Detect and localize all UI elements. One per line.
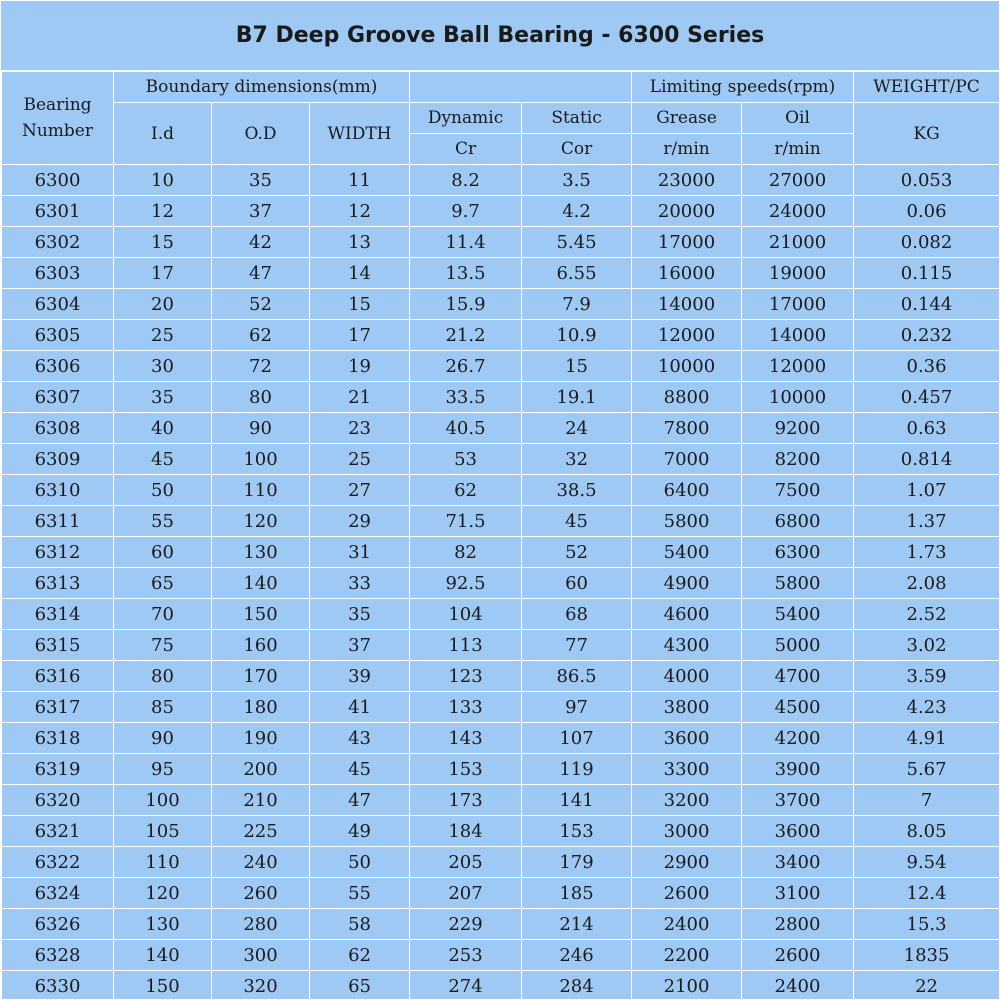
cell-oil-speed: 10000	[742, 382, 854, 413]
cell-dynamic-load: 21.2	[410, 320, 522, 351]
cell-weight: 1.37	[854, 506, 1000, 537]
cell-bearing-number: 6324	[2, 878, 114, 909]
cell-oil-speed: 2400	[742, 971, 854, 1000]
cell-width: 55	[310, 878, 410, 909]
cell-dynamic-load: 104	[410, 599, 522, 630]
cell-width: 47	[310, 785, 410, 816]
cell-bearing-number: 6310	[2, 475, 114, 506]
cell-static-load: 4.2	[522, 196, 632, 227]
cell-width: 43	[310, 723, 410, 754]
cell-weight: 12.4	[854, 878, 1000, 909]
table-row	[2, 630, 1000, 661]
table-row	[2, 754, 1000, 785]
cell-grease-speed: 2900	[632, 847, 742, 878]
cell-grease-speed: 12000	[632, 320, 742, 351]
header-dynamic: Dynamic	[410, 103, 522, 134]
cell-outer-diameter: 190	[212, 723, 310, 754]
cell-dynamic-load: 92.5	[410, 568, 522, 599]
cell-weight: 5.67	[854, 754, 1000, 785]
cell-outer-diameter: 180	[212, 692, 310, 723]
cell-inner-diameter: 10	[114, 165, 212, 196]
cell-bearing-number: 6308	[2, 413, 114, 444]
cell-dynamic-load: 205	[410, 847, 522, 878]
cell-dynamic-load: 173	[410, 785, 522, 816]
cell-static-load: 284	[522, 971, 632, 1000]
cell-grease-speed: 3000	[632, 816, 742, 847]
cell-weight: 4.91	[854, 723, 1000, 754]
cell-static-load: 107	[522, 723, 632, 754]
cell-bearing-number: 6312	[2, 537, 114, 568]
cell-width: 45	[310, 754, 410, 785]
cell-weight: 1.73	[854, 537, 1000, 568]
cell-bearing-number: 6317	[2, 692, 114, 723]
header-grease-unit: r/min	[632, 134, 742, 165]
cell-static-load: 45	[522, 506, 632, 537]
cell-inner-diameter: 30	[114, 351, 212, 382]
cell-static-load: 86.5	[522, 661, 632, 692]
table-row	[2, 661, 1000, 692]
cell-width: 35	[310, 599, 410, 630]
table-row	[2, 289, 1000, 320]
header-id: I.d	[114, 103, 212, 165]
cell-static-load: 119	[522, 754, 632, 785]
cell-inner-diameter: 95	[114, 754, 212, 785]
cell-dynamic-load: 143	[410, 723, 522, 754]
cell-oil-speed: 5000	[742, 630, 854, 661]
cell-grease-speed: 3800	[632, 692, 742, 723]
cell-inner-diameter: 85	[114, 692, 212, 723]
cell-weight: 0.082	[854, 227, 1000, 258]
cell-width: 19	[310, 351, 410, 382]
cell-static-load: 32	[522, 444, 632, 475]
cell-width: 41	[310, 692, 410, 723]
cell-grease-speed: 14000	[632, 289, 742, 320]
cell-oil-speed: 17000	[742, 289, 854, 320]
cell-dynamic-load: 71.5	[410, 506, 522, 537]
cell-bearing-number: 6315	[2, 630, 114, 661]
cell-dynamic-load: 15.9	[410, 289, 522, 320]
cell-weight: 0.232	[854, 320, 1000, 351]
cell-static-load: 179	[522, 847, 632, 878]
cell-inner-diameter: 140	[114, 940, 212, 971]
header-weight: WEIGHT/PC	[854, 72, 1000, 103]
cell-width: 29	[310, 506, 410, 537]
cell-oil-speed: 3600	[742, 816, 854, 847]
cell-weight: 7	[854, 785, 1000, 816]
cell-static-load: 246	[522, 940, 632, 971]
cell-outer-diameter: 140	[212, 568, 310, 599]
cell-inner-diameter: 150	[114, 971, 212, 1000]
cell-grease-speed: 2100	[632, 971, 742, 1000]
cell-width: 23	[310, 413, 410, 444]
cell-inner-diameter: 60	[114, 537, 212, 568]
header-grease: Grease	[632, 103, 742, 134]
cell-inner-diameter: 55	[114, 506, 212, 537]
cell-weight: 1835	[854, 940, 1000, 971]
cell-grease-speed: 23000	[632, 165, 742, 196]
cell-dynamic-load: 26.7	[410, 351, 522, 382]
cell-inner-diameter: 17	[114, 258, 212, 289]
cell-bearing-number: 6303	[2, 258, 114, 289]
cell-outer-diameter: 160	[212, 630, 310, 661]
cell-oil-speed: 12000	[742, 351, 854, 382]
cell-outer-diameter: 72	[212, 351, 310, 382]
cell-grease-speed: 2400	[632, 909, 742, 940]
cell-outer-diameter: 240	[212, 847, 310, 878]
cell-width: 33	[310, 568, 410, 599]
cell-bearing-number: 6313	[2, 568, 114, 599]
cell-dynamic-load: 113	[410, 630, 522, 661]
cell-static-load: 185	[522, 878, 632, 909]
table-row	[2, 444, 1000, 475]
cell-width: 49	[310, 816, 410, 847]
cell-weight: 1.07	[854, 475, 1000, 506]
cell-dynamic-load: 253	[410, 940, 522, 971]
table-row	[2, 599, 1000, 630]
table-row	[2, 537, 1000, 568]
cell-dynamic-load: 274	[410, 971, 522, 1000]
cell-weight: 0.814	[854, 444, 1000, 475]
cell-weight: 2.52	[854, 599, 1000, 630]
cell-grease-speed: 6400	[632, 475, 742, 506]
cell-bearing-number: 6319	[2, 754, 114, 785]
cell-grease-speed: 3300	[632, 754, 742, 785]
table-row	[2, 909, 1000, 940]
cell-width: 65	[310, 971, 410, 1000]
cell-static-load: 19.1	[522, 382, 632, 413]
cell-inner-diameter: 100	[114, 785, 212, 816]
cell-bearing-number: 6302	[2, 227, 114, 258]
cell-outer-diameter: 47	[212, 258, 310, 289]
cell-weight: 15.3	[854, 909, 1000, 940]
cell-grease-speed: 5800	[632, 506, 742, 537]
cell-dynamic-load: 229	[410, 909, 522, 940]
cell-weight: 4.23	[854, 692, 1000, 723]
cell-inner-diameter: 130	[114, 909, 212, 940]
cell-grease-speed: 20000	[632, 196, 742, 227]
header-static-unit: Cor	[522, 134, 632, 165]
table-row	[2, 568, 1000, 599]
table-row	[2, 816, 1000, 847]
cell-outer-diameter: 35	[212, 165, 310, 196]
cell-inner-diameter: 75	[114, 630, 212, 661]
cell-grease-speed: 5400	[632, 537, 742, 568]
cell-bearing-number: 6314	[2, 599, 114, 630]
header-bearing-number-line1: Bearing	[23, 95, 92, 115]
cell-bearing-number: 6322	[2, 847, 114, 878]
cell-weight: 9.54	[854, 847, 1000, 878]
cell-oil-speed: 14000	[742, 320, 854, 351]
cell-oil-speed: 2600	[742, 940, 854, 971]
table-row	[2, 320, 1000, 351]
cell-weight: 0.457	[854, 382, 1000, 413]
header-boundary-dimensions: Boundary dimensions(mm)	[114, 72, 410, 103]
table-row	[2, 382, 1000, 413]
table-row	[2, 475, 1000, 506]
bearing-table	[1, 71, 1000, 1000]
cell-outer-diameter: 260	[212, 878, 310, 909]
cell-outer-diameter: 225	[212, 816, 310, 847]
cell-static-load: 6.55	[522, 258, 632, 289]
header-load-ratings	[410, 72, 632, 103]
table-row	[2, 413, 1000, 444]
cell-static-load: 3.5	[522, 165, 632, 196]
cell-dynamic-load: 123	[410, 661, 522, 692]
table-row	[2, 227, 1000, 258]
cell-outer-diameter: 62	[212, 320, 310, 351]
cell-grease-speed: 10000	[632, 351, 742, 382]
header-weight-unit: KG	[854, 103, 1000, 165]
cell-bearing-number: 6306	[2, 351, 114, 382]
cell-static-load: 97	[522, 692, 632, 723]
cell-bearing-number: 6321	[2, 816, 114, 847]
cell-oil-speed: 27000	[742, 165, 854, 196]
cell-inner-diameter: 105	[114, 816, 212, 847]
cell-weight: 0.144	[854, 289, 1000, 320]
cell-dynamic-load: 207	[410, 878, 522, 909]
cell-bearing-number: 6304	[2, 289, 114, 320]
cell-oil-speed: 19000	[742, 258, 854, 289]
cell-dynamic-load: 133	[410, 692, 522, 723]
cell-outer-diameter: 300	[212, 940, 310, 971]
table-row	[2, 785, 1000, 816]
cell-width: 62	[310, 940, 410, 971]
cell-dynamic-load: 62	[410, 475, 522, 506]
cell-grease-speed: 8800	[632, 382, 742, 413]
cell-inner-diameter: 90	[114, 723, 212, 754]
cell-dynamic-load: 8.2	[410, 165, 522, 196]
cell-oil-speed: 5800	[742, 568, 854, 599]
cell-oil-speed: 7500	[742, 475, 854, 506]
cell-oil-speed: 2800	[742, 909, 854, 940]
cell-grease-speed: 17000	[632, 227, 742, 258]
cell-oil-speed: 21000	[742, 227, 854, 258]
cell-width: 17	[310, 320, 410, 351]
cell-oil-speed: 4200	[742, 723, 854, 754]
cell-bearing-number: 6328	[2, 940, 114, 971]
cell-inner-diameter: 120	[114, 878, 212, 909]
cell-oil-speed: 3100	[742, 878, 854, 909]
cell-dynamic-load: 11.4	[410, 227, 522, 258]
cell-static-load: 15	[522, 351, 632, 382]
table-row	[2, 971, 1000, 1000]
cell-grease-speed: 2600	[632, 878, 742, 909]
cell-width: 25	[310, 444, 410, 475]
table-header	[2, 72, 1000, 165]
table-row	[2, 351, 1000, 382]
cell-outer-diameter: 150	[212, 599, 310, 630]
cell-bearing-number: 6318	[2, 723, 114, 754]
cell-oil-speed: 5400	[742, 599, 854, 630]
header-oil-unit: r/min	[742, 134, 854, 165]
cell-static-load: 10.9	[522, 320, 632, 351]
cell-weight: 8.05	[854, 816, 1000, 847]
cell-inner-diameter: 20	[114, 289, 212, 320]
cell-weight: 0.053	[854, 165, 1000, 196]
cell-oil-speed: 3700	[742, 785, 854, 816]
header-dynamic-unit: Cr	[410, 134, 522, 165]
cell-bearing-number: 6326	[2, 909, 114, 940]
cell-bearing-number: 6307	[2, 382, 114, 413]
cell-inner-diameter: 35	[114, 382, 212, 413]
cell-outer-diameter: 120	[212, 506, 310, 537]
header-od: O.D	[212, 103, 310, 165]
cell-outer-diameter: 280	[212, 909, 310, 940]
cell-inner-diameter: 70	[114, 599, 212, 630]
cell-oil-speed: 8200	[742, 444, 854, 475]
cell-dynamic-load: 40.5	[410, 413, 522, 444]
cell-static-load: 24	[522, 413, 632, 444]
cell-outer-diameter: 52	[212, 289, 310, 320]
cell-inner-diameter: 80	[114, 661, 212, 692]
cell-dynamic-load: 13.5	[410, 258, 522, 289]
table-row	[2, 723, 1000, 754]
cell-static-load: 60	[522, 568, 632, 599]
cell-width: 27	[310, 475, 410, 506]
cell-width: 11	[310, 165, 410, 196]
cell-static-load: 5.45	[522, 227, 632, 258]
cell-bearing-number: 6311	[2, 506, 114, 537]
cell-outer-diameter: 80	[212, 382, 310, 413]
cell-weight: 3.02	[854, 630, 1000, 661]
header-bearing-number-line2: Number	[21, 121, 93, 141]
cell-bearing-number: 6330	[2, 971, 114, 1000]
cell-static-load: 141	[522, 785, 632, 816]
header-bearing-number	[2, 72, 114, 165]
cell-weight: 2.08	[854, 568, 1000, 599]
cell-bearing-number: 6309	[2, 444, 114, 475]
cell-width: 12	[310, 196, 410, 227]
table-row	[2, 165, 1000, 196]
cell-inner-diameter: 25	[114, 320, 212, 351]
cell-dynamic-load: 9.7	[410, 196, 522, 227]
cell-weight: 0.115	[854, 258, 1000, 289]
cell-weight: 3.59	[854, 661, 1000, 692]
cell-width: 50	[310, 847, 410, 878]
page-title: B7 Deep Groove Ball Bearing - 6300 Series	[1, 1, 999, 71]
cell-grease-speed: 4300	[632, 630, 742, 661]
cell-dynamic-load: 33.5	[410, 382, 522, 413]
cell-grease-speed: 7000	[632, 444, 742, 475]
cell-oil-speed: 6300	[742, 537, 854, 568]
table-row	[2, 258, 1000, 289]
cell-static-load: 7.9	[522, 289, 632, 320]
cell-grease-speed: 3600	[632, 723, 742, 754]
cell-static-load: 153	[522, 816, 632, 847]
cell-oil-speed: 3400	[742, 847, 854, 878]
table-row	[2, 506, 1000, 537]
cell-weight: 0.63	[854, 413, 1000, 444]
cell-oil-speed: 3900	[742, 754, 854, 785]
cell-static-load: 52	[522, 537, 632, 568]
cell-outer-diameter: 130	[212, 537, 310, 568]
cell-static-load: 38.5	[522, 475, 632, 506]
cell-inner-diameter: 65	[114, 568, 212, 599]
cell-inner-diameter: 45	[114, 444, 212, 475]
cell-inner-diameter: 40	[114, 413, 212, 444]
cell-width: 13	[310, 227, 410, 258]
header-static: Static	[522, 103, 632, 134]
cell-grease-speed: 7800	[632, 413, 742, 444]
cell-outer-diameter: 320	[212, 971, 310, 1000]
table-body	[2, 165, 1000, 1000]
table-row	[2, 940, 1000, 971]
table-row	[2, 196, 1000, 227]
cell-width: 39	[310, 661, 410, 692]
header-width: WIDTH	[310, 103, 410, 165]
cell-inner-diameter: 50	[114, 475, 212, 506]
cell-width: 15	[310, 289, 410, 320]
cell-inner-diameter: 110	[114, 847, 212, 878]
cell-oil-speed: 9200	[742, 413, 854, 444]
cell-dynamic-load: 53	[410, 444, 522, 475]
cell-outer-diameter: 210	[212, 785, 310, 816]
cell-dynamic-load: 153	[410, 754, 522, 785]
table-row	[2, 692, 1000, 723]
cell-outer-diameter: 90	[212, 413, 310, 444]
cell-bearing-number: 6316	[2, 661, 114, 692]
table-row	[2, 878, 1000, 909]
cell-weight: 0.36	[854, 351, 1000, 382]
cell-weight: 22	[854, 971, 1000, 1000]
cell-outer-diameter: 170	[212, 661, 310, 692]
cell-oil-speed: 4700	[742, 661, 854, 692]
cell-grease-speed: 2200	[632, 940, 742, 971]
cell-outer-diameter: 42	[212, 227, 310, 258]
header-limiting-speeds: Limiting speeds(rpm)	[632, 72, 854, 103]
cell-grease-speed: 4600	[632, 599, 742, 630]
cell-inner-diameter: 12	[114, 196, 212, 227]
cell-grease-speed: 4000	[632, 661, 742, 692]
cell-outer-diameter: 200	[212, 754, 310, 785]
cell-width: 21	[310, 382, 410, 413]
table-row	[2, 847, 1000, 878]
cell-oil-speed: 4500	[742, 692, 854, 723]
cell-dynamic-load: 82	[410, 537, 522, 568]
cell-width: 14	[310, 258, 410, 289]
cell-oil-speed: 24000	[742, 196, 854, 227]
cell-width: 31	[310, 537, 410, 568]
cell-grease-speed: 16000	[632, 258, 742, 289]
cell-grease-speed: 4900	[632, 568, 742, 599]
cell-bearing-number: 6300	[2, 165, 114, 196]
cell-bearing-number: 6305	[2, 320, 114, 351]
header-oil: Oil	[742, 103, 854, 134]
cell-inner-diameter: 15	[114, 227, 212, 258]
cell-outer-diameter: 37	[212, 196, 310, 227]
cell-width: 58	[310, 909, 410, 940]
cell-dynamic-load: 184	[410, 816, 522, 847]
cell-static-load: 214	[522, 909, 632, 940]
cell-width: 37	[310, 630, 410, 661]
cell-grease-speed: 3200	[632, 785, 742, 816]
cell-bearing-number: 6301	[2, 196, 114, 227]
cell-outer-diameter: 110	[212, 475, 310, 506]
cell-static-load: 77	[522, 630, 632, 661]
cell-oil-speed: 6800	[742, 506, 854, 537]
cell-bearing-number: 6320	[2, 785, 114, 816]
cell-outer-diameter: 100	[212, 444, 310, 475]
cell-weight: 0.06	[854, 196, 1000, 227]
cell-static-load: 68	[522, 599, 632, 630]
